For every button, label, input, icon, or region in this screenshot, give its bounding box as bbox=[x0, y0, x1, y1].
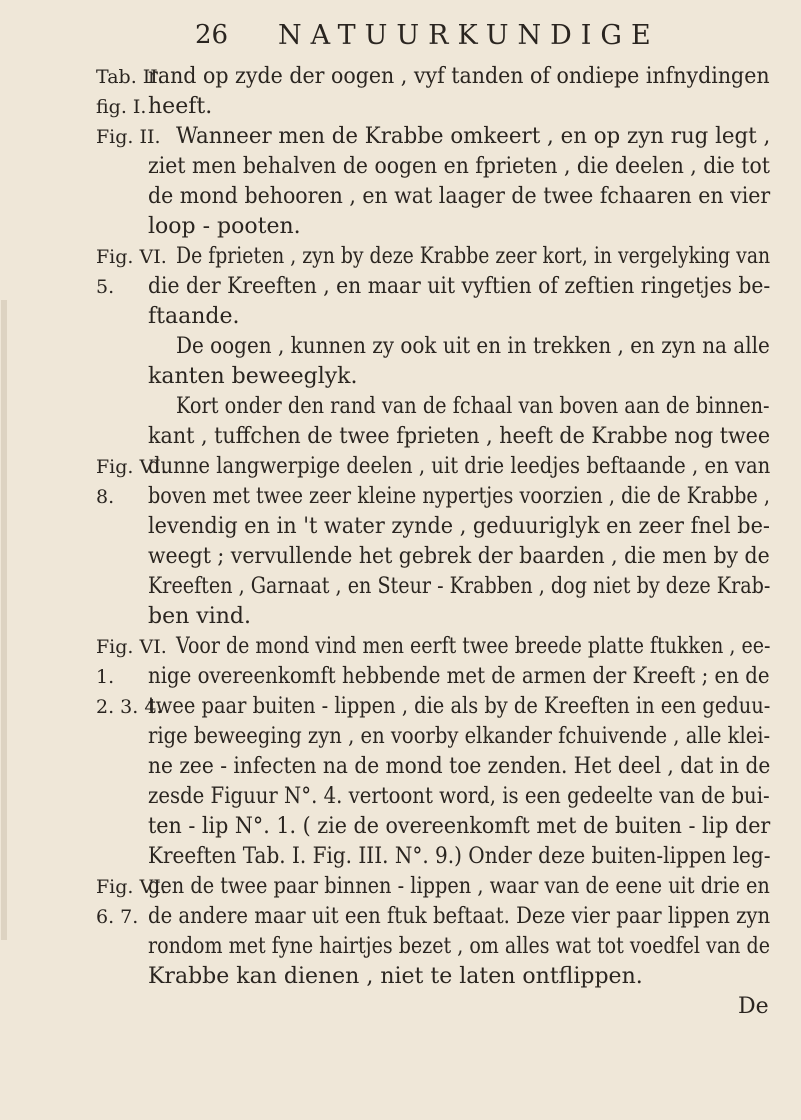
margin-note: fig. I. bbox=[96, 96, 147, 118]
line-text: ziet men behalven de oogen en fprieten , die deelen , die tot bbox=[148, 154, 770, 179]
margin-note: Tab. II. bbox=[96, 66, 164, 88]
line-text: gen de twee paar binnen - lippen , waar van de eene uit drie en bbox=[148, 874, 770, 899]
text-line bbox=[0, 484, 801, 514]
text-line bbox=[0, 454, 801, 484]
line-text: Kreeften Tab. I. Fig. III. N°. 9.) Onder deze buiten-lippen leg- bbox=[148, 844, 771, 869]
line-text: dunne langwerpige deelen , uit drie leedjes beftaande , en van bbox=[148, 454, 771, 479]
text-line bbox=[0, 514, 801, 544]
margin-note: 2. 3. 4. bbox=[96, 696, 163, 718]
text-line bbox=[0, 754, 801, 784]
line-text: Kreeften , Garnaat , en Steur - Krabben , dog niet by deze Krab- bbox=[148, 574, 771, 599]
margin-note: Fig. VI. bbox=[96, 456, 167, 478]
text-line bbox=[0, 904, 801, 934]
line-text: levendig en in 't water zynde , geduuriglyk en zeer fnel be- bbox=[148, 514, 770, 539]
margin-note: Fig. II. bbox=[96, 126, 161, 148]
margin-note: 5. bbox=[96, 276, 115, 298]
text-line bbox=[0, 784, 801, 814]
line-text: Voor de mond vind men eerft twee breede platte ftukken , ee- bbox=[176, 634, 771, 659]
text-line bbox=[0, 544, 801, 574]
line-text: heeft. bbox=[148, 94, 213, 119]
text-line bbox=[0, 364, 801, 394]
line-text: De oogen , kunnen zy ook uit en in trekken , en zyn na alle bbox=[176, 334, 770, 359]
text-line bbox=[0, 574, 801, 604]
page-header bbox=[0, 14, 801, 58]
line-text: ten - lip N°. 1. ( zie de overeenkomft met de buiten - lip der bbox=[148, 814, 771, 839]
text-line bbox=[0, 184, 801, 214]
text-line bbox=[0, 304, 801, 334]
line-text: zesde Figuur N°. 4. vertoont word, is een gedeelte van de bui- bbox=[148, 784, 770, 809]
margin-note: Fig. VI. bbox=[96, 636, 167, 658]
margin-note: 8. bbox=[96, 486, 115, 508]
line-text: rondom met fyne hairtjes bezet , om alles wat tot voedfel van de bbox=[148, 934, 771, 959]
text-line bbox=[0, 814, 801, 844]
line-text: weegt ; vervullende het gebrek der baarden , die men by de bbox=[148, 544, 770, 569]
margin-note: 6. 7. bbox=[96, 906, 139, 928]
line-text: de andere maar uit een ftuk beftaat. Deze vier paar lippen zyn bbox=[148, 904, 771, 929]
text-line bbox=[0, 244, 801, 274]
text-line bbox=[0, 694, 801, 724]
text-line bbox=[0, 724, 801, 754]
line-text: rand op zyde der oogen , vyf tanden of ondiepe infnydingen bbox=[148, 64, 770, 89]
line-text: Kort onder den rand van de fchaal van boven aan de binnen- bbox=[176, 394, 770, 419]
line-text: loop - pooten. bbox=[148, 214, 301, 239]
line-text: twee paar buiten - lippen , die als by de Kreeften in een geduu- bbox=[148, 694, 771, 719]
line-text: kant , tuffchen de twee fprieten , heeft de Krabbe nog twee bbox=[148, 424, 771, 449]
text-line bbox=[0, 274, 801, 304]
catchword: De bbox=[738, 994, 769, 1019]
margin-note: 1. bbox=[96, 666, 115, 688]
running-head: NATUURKUNDIGE bbox=[278, 20, 660, 51]
text-line bbox=[0, 214, 801, 244]
line-text: kanten beweeglyk. bbox=[148, 364, 358, 389]
text-line bbox=[0, 394, 801, 424]
line-text: ftaande. bbox=[148, 304, 240, 329]
text-line bbox=[0, 934, 801, 964]
line-text: de mond behooren , en wat laager de twee fchaaren en vier bbox=[148, 184, 771, 209]
line-text: Krabbe kan dienen , niet te laten ontflippen. bbox=[148, 964, 643, 989]
line-text: nige overeenkomft hebbende met de armen der Kreeft ; en de bbox=[148, 664, 770, 689]
line-text: die der Kreeften , en maar uit vyftien of zeftien ringetjes be- bbox=[148, 274, 771, 299]
text-line bbox=[0, 94, 801, 124]
catchword-line bbox=[0, 994, 801, 1024]
text-line bbox=[0, 64, 801, 94]
line-text: Wanneer men de Krabbe omkeert , en op zyn rug legt , bbox=[176, 124, 771, 149]
line-text: rige beweeging zyn , en voorby elkander fchuivende , alle klei- bbox=[148, 724, 771, 749]
line-text: De fprieten , zyn by deze Krabbe zeer kort, in vergelyking van bbox=[176, 244, 771, 269]
page-number: 26 bbox=[195, 20, 229, 50]
text-line bbox=[0, 874, 801, 904]
text-line bbox=[0, 604, 801, 634]
text-line bbox=[0, 844, 801, 874]
margin-note: Fig. VI. bbox=[96, 246, 167, 268]
text-line bbox=[0, 124, 801, 154]
text-line bbox=[0, 634, 801, 664]
text-line bbox=[0, 424, 801, 454]
text-line bbox=[0, 334, 801, 364]
line-text: boven met twee zeer kleine nypertjes voorzien , die de Krabbe , bbox=[148, 484, 770, 509]
line-text: ben vind. bbox=[148, 604, 251, 629]
text-line bbox=[0, 964, 801, 994]
line-text: ne zee - infecten na de mond toe zenden. Het deel , dat in de bbox=[148, 754, 771, 779]
margin-note: Fig. VI. bbox=[96, 876, 167, 898]
text-line bbox=[0, 154, 801, 184]
text-line bbox=[0, 664, 801, 694]
